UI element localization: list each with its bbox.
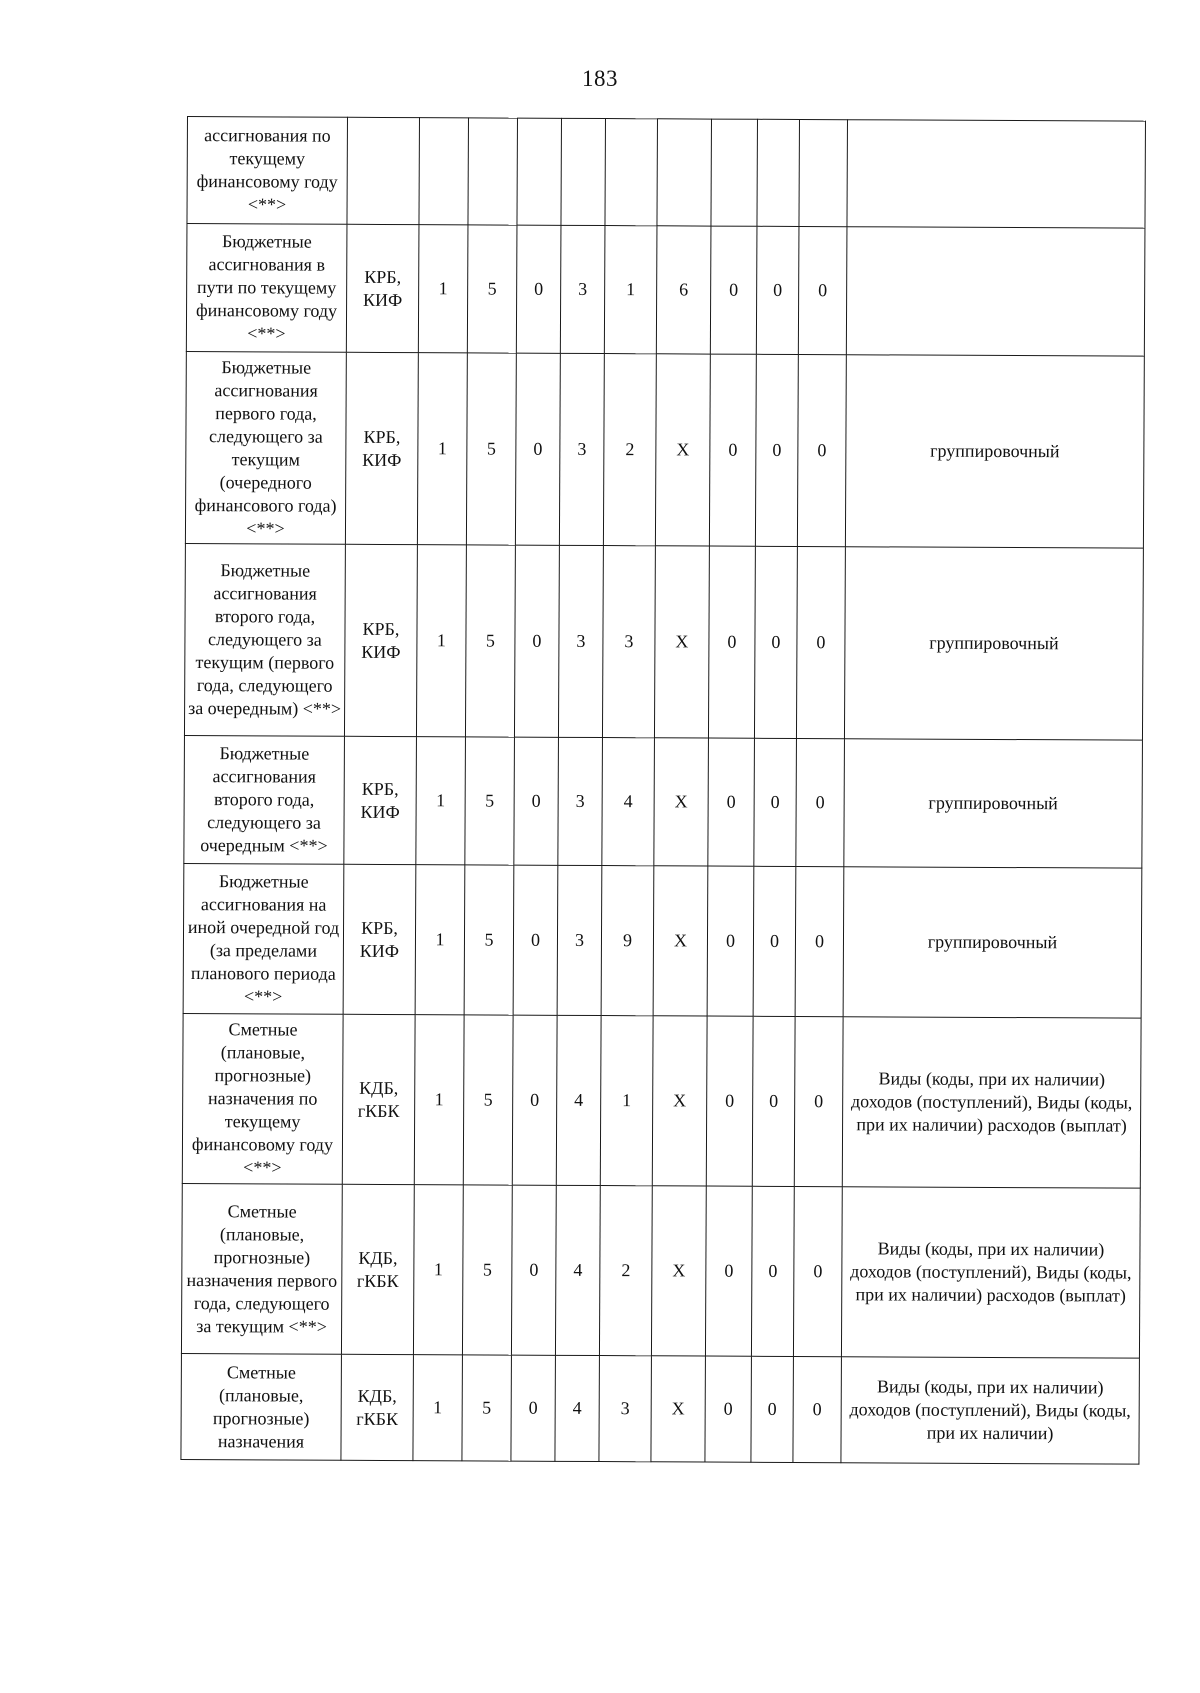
account-digit: 0: [796, 738, 845, 866]
account-name: Сметные (плановые, прогнозные) назначения первого года, следующего за текущим <**>: [181, 1183, 342, 1354]
table-body: [181, 117, 1146, 1465]
account-digit: [799, 119, 848, 226]
account-digit: 1: [413, 1355, 463, 1461]
account-digit: 1: [600, 1016, 653, 1186]
account-digit: 5: [466, 353, 516, 545]
account-digit: 0: [756, 226, 799, 354]
account-name: Бюджетные ассигнования в пути по текущему финансовому году <**>: [186, 224, 347, 353]
analytic-code: КРБ, КИФ: [346, 224, 419, 352]
table-container: [180, 116, 1145, 1465]
table-row: [187, 117, 1146, 229]
account-digit: 3: [557, 865, 602, 1015]
account-digit: 0: [708, 738, 755, 866]
table-row: [181, 1183, 1140, 1358]
account-digit: 0: [709, 354, 756, 546]
account-digit: [561, 118, 606, 225]
account-digit: 0: [514, 737, 559, 865]
analytic-note: Виды (коды, при их наличии) доходов (поступлений), Виды (коды, при их наличии) расходов (выплат): [842, 1017, 1141, 1188]
account-digit: 0: [794, 1016, 843, 1186]
account-digit: 0: [707, 866, 754, 1016]
account-digit: 1: [416, 545, 466, 737]
account-digit: 2: [599, 1186, 652, 1356]
account-digit: 0: [710, 226, 757, 354]
account-digit: 3: [559, 353, 604, 545]
account-digit: 0: [754, 546, 797, 738]
account-digit: 0: [755, 354, 798, 546]
account-digit: X: [655, 354, 710, 546]
account-digit: X: [654, 738, 709, 866]
account-digit: 0: [793, 1356, 842, 1462]
table-row: [184, 543, 1143, 740]
analytic-code: КРБ, КИФ: [344, 736, 417, 864]
analytic-code: [347, 117, 420, 224]
table-row: [185, 351, 1144, 548]
account-digit: X: [654, 546, 709, 738]
account-name: ассигнования по текущему финансовому году <**>: [187, 117, 348, 225]
account-name: Сметные (плановые, прогнозные) назначения по текущему финансовому году <**>: [182, 1013, 343, 1184]
account-digit: 1: [414, 1015, 464, 1185]
account-digit: 0: [796, 546, 845, 738]
account-digit: 0: [706, 1016, 753, 1186]
account-digit: 1: [415, 865, 465, 1015]
account-digit: 5: [464, 865, 514, 1015]
account-digit: X: [653, 866, 708, 1016]
table-row: [183, 863, 1142, 1018]
account-digit: 0: [516, 225, 561, 353]
account-digit: [468, 118, 518, 225]
account-digit: 4: [556, 1015, 601, 1185]
analytic-note: Виды (коды, при их наличии) доходов (поступлений), Виды (коды, при их наличии): [841, 1357, 1140, 1464]
account-digit: 5: [463, 1015, 513, 1185]
account-digit: 0: [708, 546, 755, 738]
account-digit: 1: [418, 225, 468, 353]
account-digit: 5: [462, 1185, 512, 1355]
analytic-note: группировочный: [843, 867, 1142, 1018]
account-digit: 1: [417, 353, 467, 545]
analytic-code: КРБ, КИФ: [345, 352, 418, 544]
account-digit: 0: [793, 1186, 842, 1356]
account-name: Бюджетные ассигнования второго года, следующего за очередным <**>: [184, 735, 345, 864]
account-digit: 0: [511, 1355, 556, 1461]
account-digit: 0: [753, 866, 796, 1016]
analytic-code: КДБ, гКБК: [341, 1354, 414, 1460]
analytic-note: [846, 227, 1145, 356]
account-digit: 4: [555, 1355, 600, 1461]
account-name: Бюджетные ассигнования на иной очередной год (за пределами планового периода <**>: [183, 863, 344, 1014]
account-digit: 9: [601, 866, 654, 1016]
account-digit: 3: [558, 737, 603, 865]
account-digit: 4: [555, 1185, 600, 1355]
table-row: [184, 735, 1143, 868]
analytic-note: [847, 120, 1146, 228]
account-digit: 0: [705, 1186, 752, 1356]
account-name: Бюджетные ассигнования второго года, следующего за текущим (первого года, следующего за очередным) <**>: [184, 543, 345, 736]
account-digit: 1: [416, 737, 466, 865]
account-digit: X: [651, 1186, 706, 1356]
analytic-code: КРБ, КИФ: [344, 544, 417, 736]
account-digit: 3: [560, 225, 605, 353]
analytic-note: группировочный: [844, 739, 1143, 868]
account-digit: [605, 119, 658, 226]
account-digit: 3: [602, 546, 655, 738]
account-digit: 0: [798, 226, 847, 354]
account-digit: [657, 119, 712, 226]
analytic-note: группировочный: [845, 355, 1144, 548]
account-digit: 0: [512, 1015, 557, 1185]
account-digit: 0: [797, 354, 846, 546]
account-digit: [419, 118, 469, 225]
account-digit: 0: [513, 865, 558, 1015]
account-digit: 0: [511, 1185, 556, 1355]
account-digit: 5: [465, 737, 515, 865]
table-row: [182, 1013, 1141, 1188]
account-name: Сметные (плановые, прогнозные) назначения: [181, 1353, 342, 1460]
account-digit: 6: [656, 226, 711, 354]
analytic-code: КДБ, гКБК: [341, 1184, 414, 1354]
analytic-note: Виды (коды, при их наличии) доходов (поступлений), Виды (коды, при их наличии) расходов (выплат): [841, 1187, 1140, 1358]
account-digit: 2: [603, 354, 656, 546]
account-digit: 0: [514, 545, 559, 737]
account-name: Бюджетные ассигнования первого года, следующего за текущим (очередного финансового года) <**>: [185, 351, 346, 544]
account-digit: 1: [604, 226, 657, 354]
account-digit: 5: [465, 545, 515, 737]
page-number: 183: [582, 66, 618, 91]
account-digit: 0: [705, 1356, 752, 1462]
account-digit: [517, 118, 562, 225]
account-digit: 4: [602, 738, 655, 866]
account-digit: 3: [558, 545, 603, 737]
account-digit: 1: [413, 1185, 463, 1355]
account-digit: 5: [462, 1355, 512, 1461]
account-digit: 0: [752, 1016, 795, 1186]
account-digit: 5: [467, 225, 517, 353]
analytic-code: КДБ, гКБК: [342, 1014, 415, 1184]
account-digit: 0: [751, 1356, 794, 1462]
account-digit: 0: [515, 353, 560, 545]
account-digit: X: [652, 1016, 707, 1186]
analytic-note: группировочный: [844, 547, 1143, 740]
account-digit: 3: [599, 1356, 652, 1462]
analytic-code: КРБ, КИФ: [343, 864, 416, 1014]
account-digit: 0: [754, 738, 797, 866]
account-digit: 0: [795, 866, 844, 1016]
account-table: [180, 116, 1146, 1465]
account-digit: [757, 119, 800, 226]
account-digit: X: [651, 1356, 706, 1462]
table-row: [181, 1353, 1140, 1464]
account-digit: 0: [751, 1186, 794, 1356]
account-digit: [711, 119, 758, 226]
table-row: [186, 224, 1145, 357]
